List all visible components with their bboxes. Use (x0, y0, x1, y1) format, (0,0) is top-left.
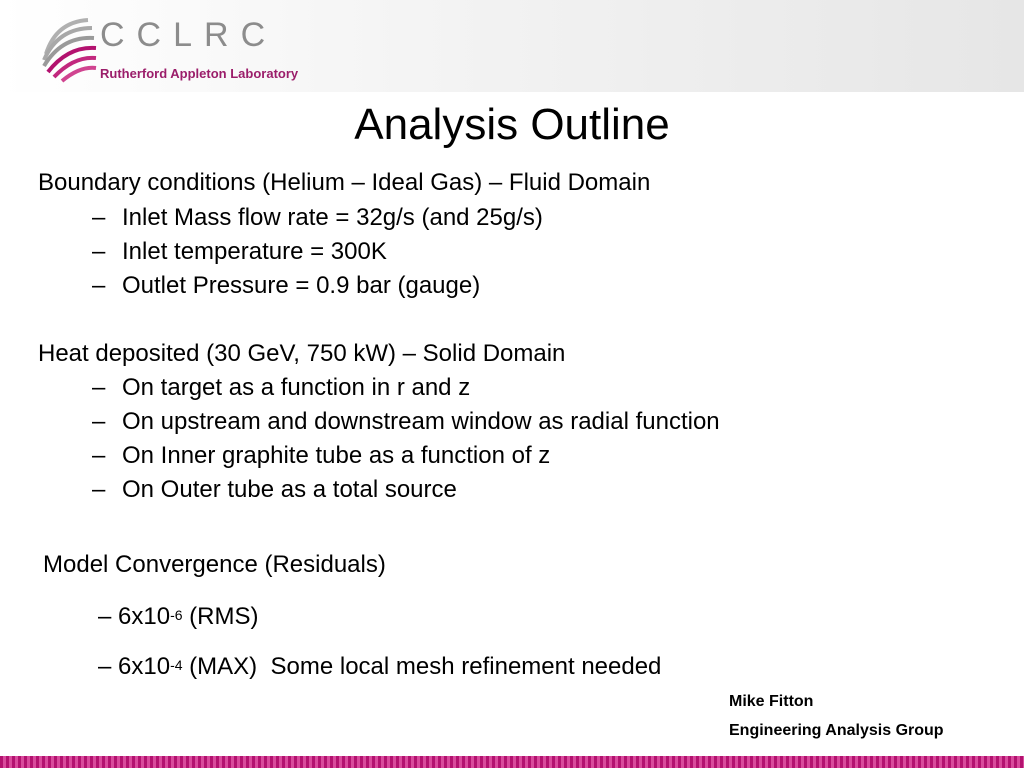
boundary-item-text: Inlet Mass flow rate = 32g/s (and 25g/s) (122, 204, 543, 231)
boundary-heading: Boundary conditions (Helium – Ideal Gas) – Fluid Domain (38, 169, 651, 196)
heat-item (92, 373, 470, 403)
convergence-item (98, 602, 259, 632)
bullet-dash: – (92, 442, 106, 469)
bullet-dash: – (92, 204, 106, 231)
convergence-prefix: – 6x10 (98, 603, 171, 630)
convergence-exponent: -4 (170, 657, 183, 673)
logo-subtitle: Rutherford Appleton Laboratory (100, 66, 299, 81)
convergence-prefix: – 6x10 (98, 653, 171, 680)
bullet-dash: – (92, 238, 106, 265)
convergence-item (98, 652, 661, 682)
bottom-decorative-bar (0, 756, 1024, 768)
heat-item (92, 441, 550, 471)
heat-item (92, 475, 457, 505)
convergence-suffix: (MAX) Some local mesh refinement needed (182, 653, 662, 680)
heat-item-text: On Inner graphite tube as a function of z (122, 442, 551, 469)
convergence-suffix: (RMS) (182, 603, 259, 630)
heat-item-text: On Outer tube as a total source (122, 476, 457, 503)
heat-item-text: On target as a function in r and z (122, 374, 471, 401)
bullet-dash: – (92, 408, 106, 435)
bullet-dash: – (92, 476, 106, 503)
footer-author: Mike Fitton (729, 693, 814, 710)
heat-item-text: On upstream and downstream window as radial function (122, 408, 720, 435)
bullet-dash: – (92, 374, 106, 401)
logo-name: CCLRC (100, 16, 278, 54)
convergence-exponent: -6 (170, 607, 183, 623)
slide-title: Analysis Outline (354, 100, 670, 149)
convergence-heading: Model Convergence (Residuals) (43, 551, 386, 578)
heat-item (92, 407, 720, 437)
footer-group: Engineering Analysis Group (729, 722, 944, 739)
heat-heading: Heat deposited (30 GeV, 750 kW) – Solid Domain (38, 340, 566, 367)
boundary-item (92, 271, 480, 301)
bullet-dash: – (92, 272, 106, 299)
boundary-item (92, 237, 387, 267)
boundary-item-text: Outlet Pressure = 0.9 bar (gauge) (122, 272, 481, 299)
cclrc-logo (36, 14, 299, 86)
boundary-item (92, 203, 543, 233)
logo-swirl-icon (36, 14, 98, 84)
boundary-item-text: Inlet temperature = 300K (122, 238, 387, 265)
